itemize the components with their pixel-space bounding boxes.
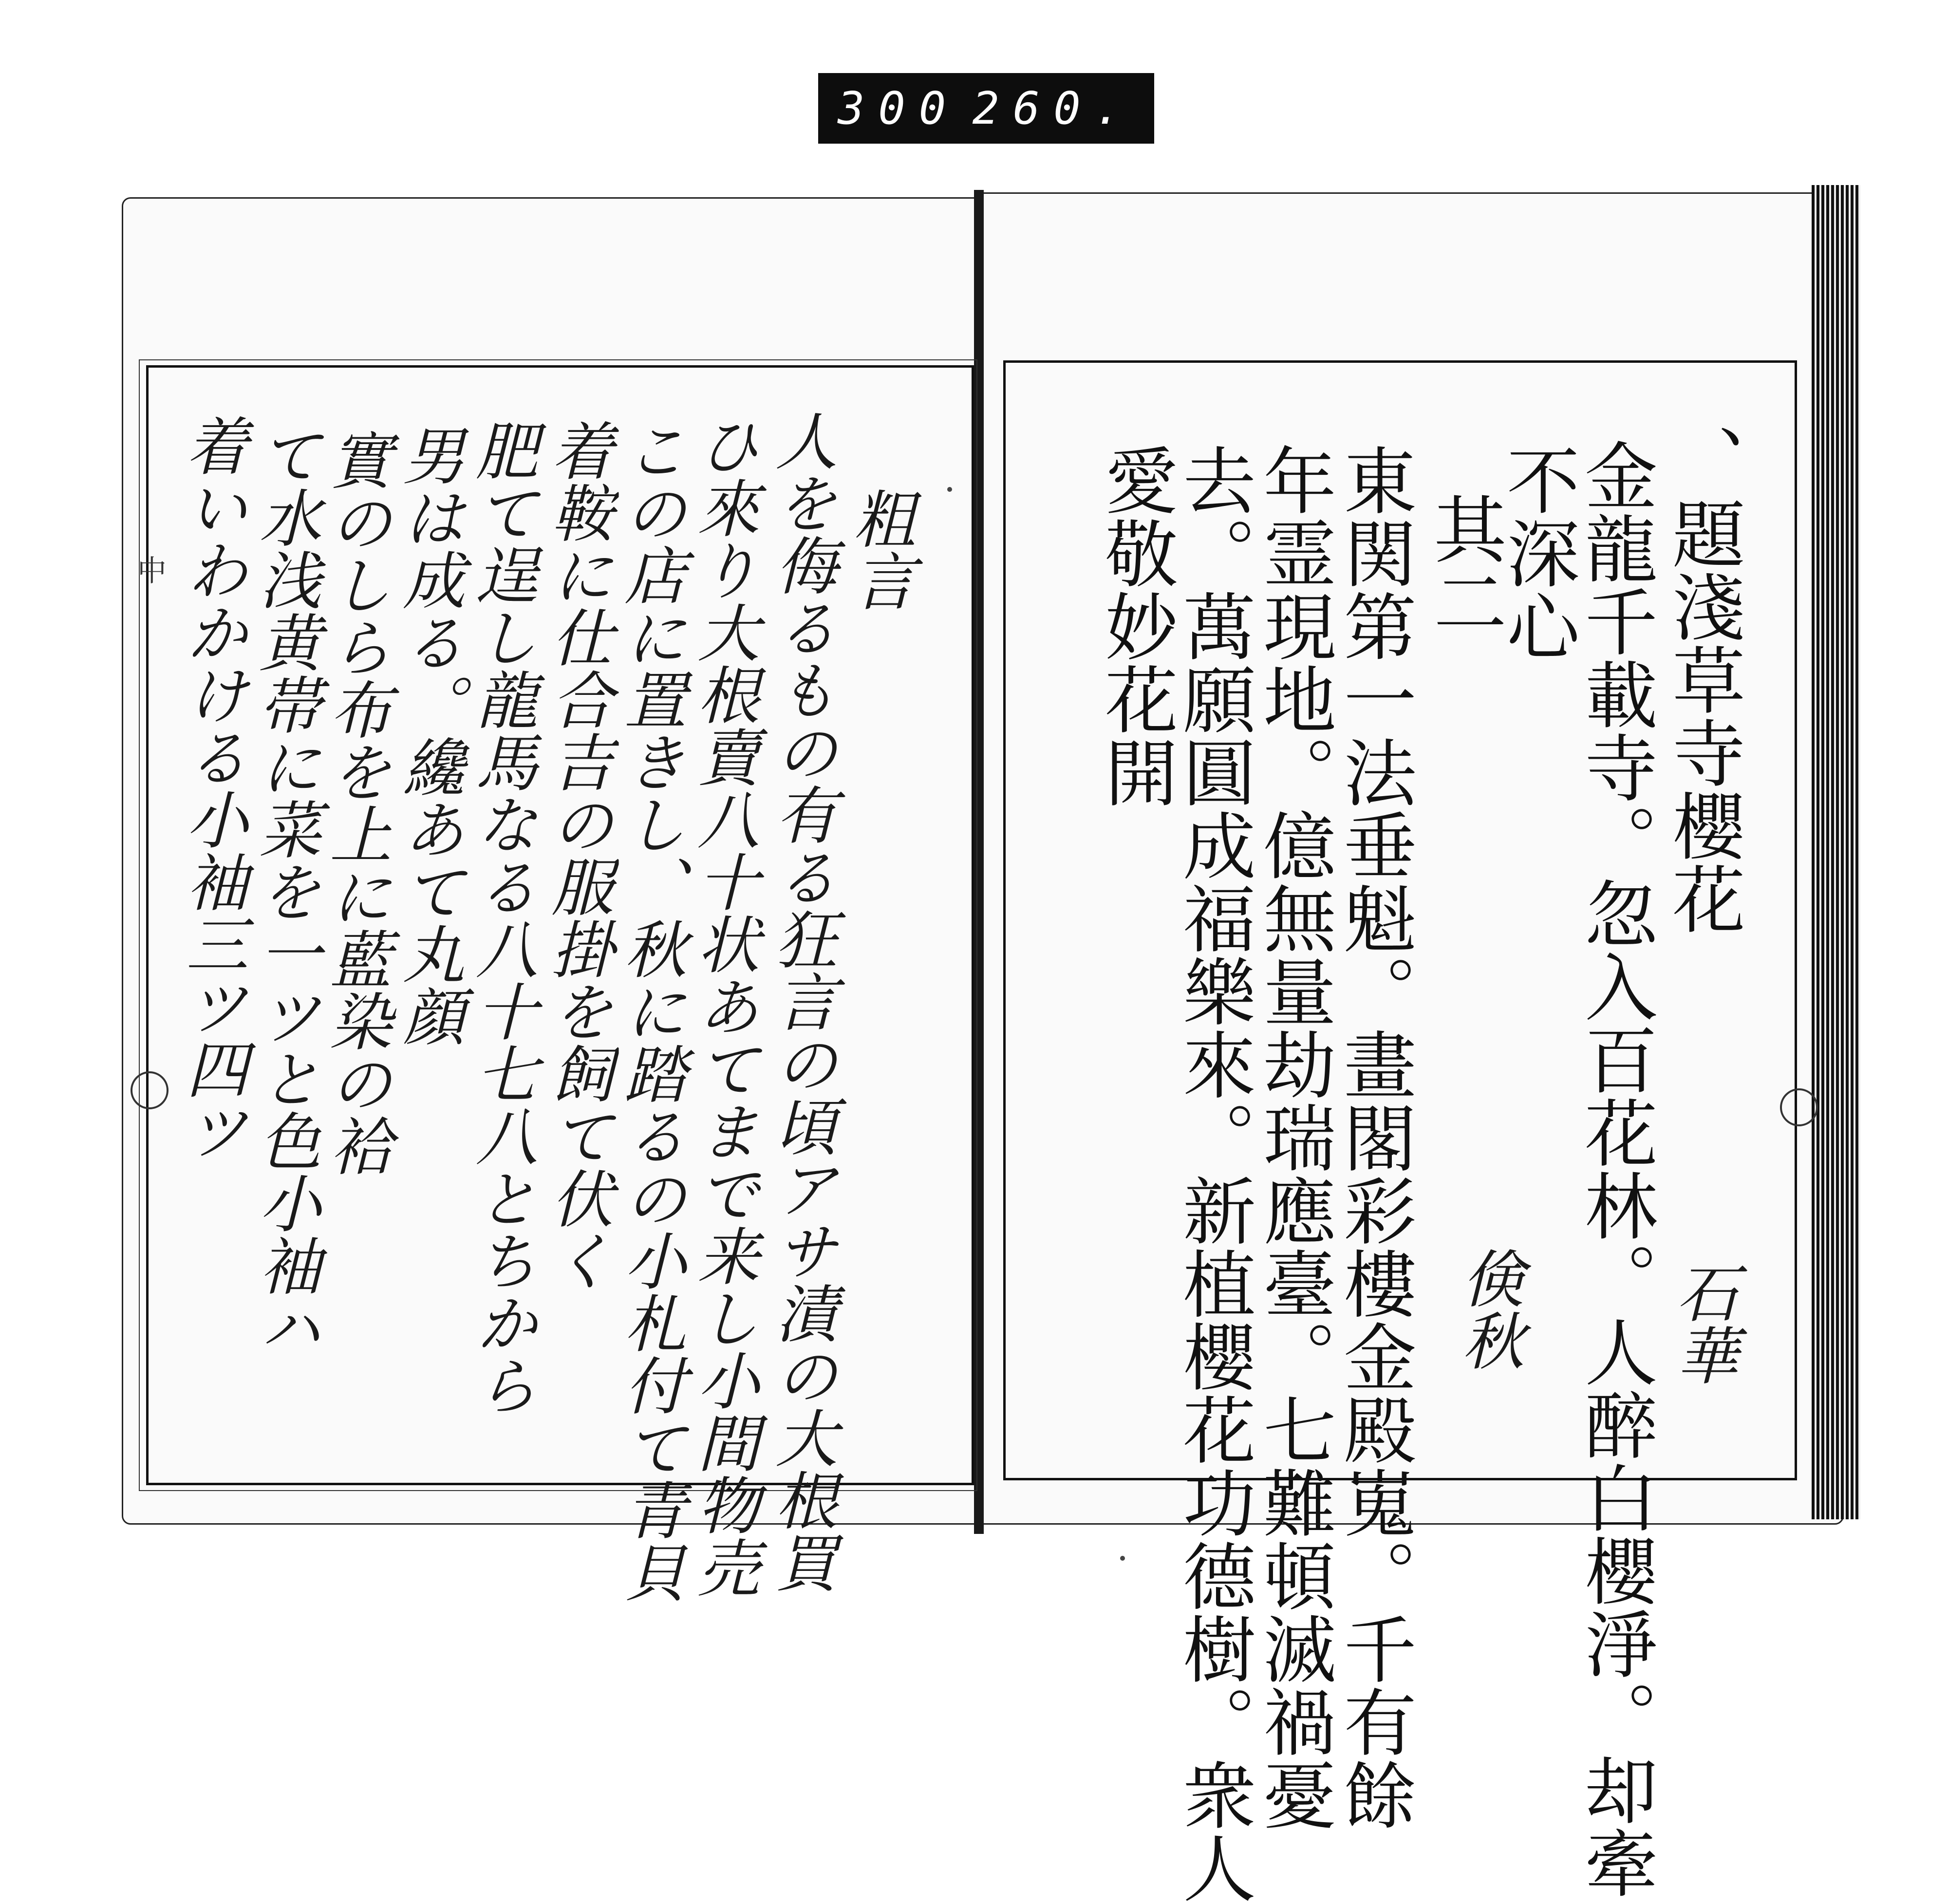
left-column-4: 着鞍に仕合吉の服掛を飼て伏く (541, 419, 613, 1291)
right-stamp (1780, 1088, 1818, 1126)
left-column-3: この店に置きし、秋に踏るの小札付て青貝 (614, 419, 686, 1603)
right-column-4: 其二 (1421, 492, 1506, 638)
left-column-1: 人を侮るもの有る狂言の頃アサ漬の大根買 (765, 409, 837, 1593)
left-column-2: ひ來り大根賣八十状あてまで来し小間物売 (687, 414, 759, 1598)
right-column-1: 、題淺草寺櫻花 (1660, 424, 1744, 935)
right-column-3: 不深心 (1494, 443, 1579, 662)
frame-counter-label (818, 73, 1154, 144)
author-kenshu: 倹秋 (1451, 1247, 1524, 1371)
left-column-5: 肥て逞し龍馬なる八十七八とちから (465, 419, 538, 1416)
right-column-5: 東関第一法垂魁。畫閣彩樓金殿嵬。千有餘 (1331, 443, 1416, 1831)
left-column-8: て水浅黄帯に菜を一ツと色小袖ハ (248, 424, 321, 1359)
right-column-2: 金龍千載寺。忽入百花林。人醉白櫻淨。却牽 (1572, 438, 1657, 1899)
page-edges (1812, 185, 1860, 1519)
right-column-8: 愛敬妙花開 (1092, 443, 1177, 808)
author-sekika: 石華 (1666, 1261, 1738, 1386)
counter-left-number: 300 (838, 82, 960, 134)
left-column-9: 着いわかける小袖三ツ四ツ (175, 414, 248, 1162)
left-stamp (131, 1071, 169, 1109)
left-title: 粗言 (843, 487, 915, 612)
right-column-6: 年霊現地。億無量劫瑞應臺。七難頓滅禍憂 (1251, 443, 1335, 1831)
right-column-7: 去。萬願圓成福樂來。新植櫻花功德樹。衆人 (1170, 443, 1255, 1904)
ink-dot (947, 487, 952, 492)
margin-char: 中 (137, 554, 167, 588)
left-column-6: 男は成る。纔あて丸顔 (392, 424, 465, 1047)
left-column-7: 實のしら布を上に藍染の袷 (319, 429, 392, 1176)
ink-dot (1120, 1556, 1125, 1561)
counter-right-number: 260. (972, 82, 1135, 134)
